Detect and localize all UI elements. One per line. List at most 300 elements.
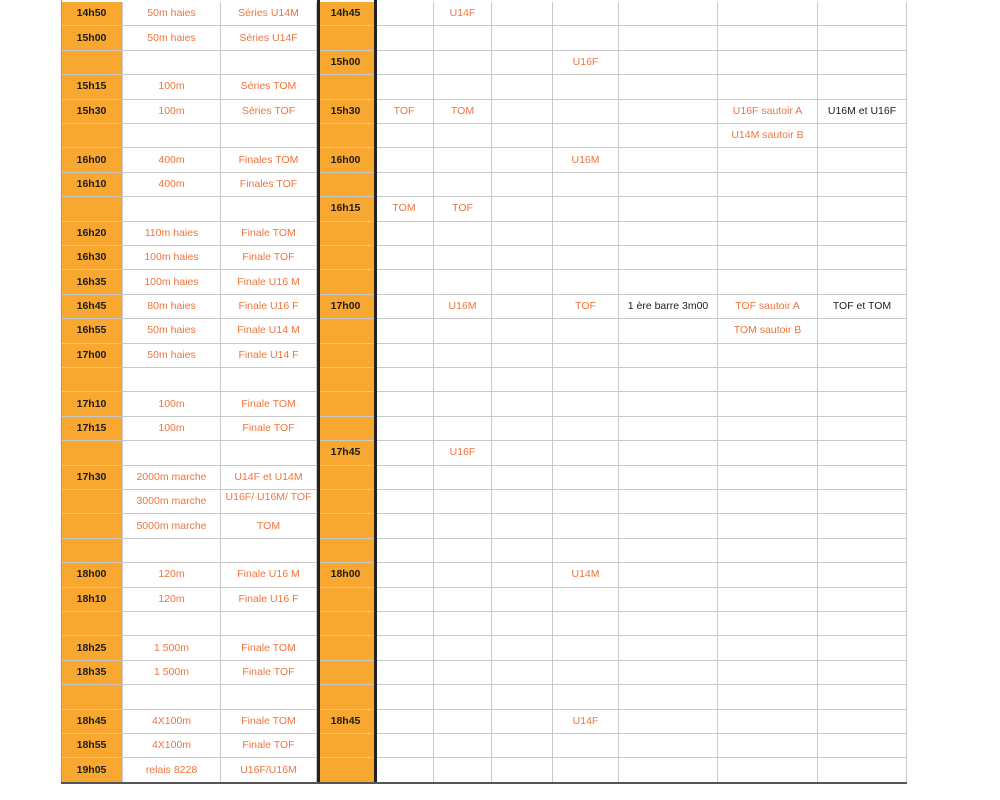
time-cell <box>317 173 375 197</box>
table-row <box>61 612 907 636</box>
time-cell <box>61 514 123 538</box>
table-cell: Finale TOM <box>221 636 317 660</box>
table-cell <box>619 100 718 124</box>
table-cell <box>553 270 619 294</box>
table-cell <box>375 26 434 50</box>
table-cell: 2000m marche <box>123 466 221 490</box>
table-cell <box>553 539 619 563</box>
table-row <box>61 441 907 465</box>
table-cell <box>375 246 434 270</box>
table-cell <box>375 710 434 734</box>
table-cell: U14F <box>434 2 492 26</box>
table-row <box>61 246 907 270</box>
table-cell: U16M <box>434 295 492 319</box>
table-cell <box>818 734 907 758</box>
table-cell <box>818 466 907 490</box>
table-cell: 4X100m <box>123 710 221 734</box>
table-cell <box>434 173 492 197</box>
table-cell <box>123 124 221 148</box>
table-cell <box>619 148 718 172</box>
time-cell <box>317 612 375 636</box>
table-cell <box>619 2 718 26</box>
table-row <box>61 100 907 124</box>
table-cell <box>553 661 619 685</box>
table-cell <box>492 514 553 538</box>
table-cell <box>718 514 818 538</box>
table-cell: U16F/U16M <box>221 758 317 782</box>
table-row <box>61 392 907 416</box>
time-cell: 18h35 <box>61 661 123 685</box>
table-cell <box>492 246 553 270</box>
table-row <box>61 514 907 538</box>
table-cell <box>553 392 619 416</box>
table-cell <box>818 685 907 709</box>
table-cell <box>619 539 718 563</box>
time-cell: 15h00 <box>61 26 123 50</box>
table-cell: 50m haies <box>123 26 221 50</box>
table-row <box>61 26 907 50</box>
table-cell <box>492 710 553 734</box>
table-cell <box>434 319 492 343</box>
table-cell <box>375 734 434 758</box>
time-cell: 16h15 <box>317 197 375 221</box>
table-cell <box>492 441 553 465</box>
table-cell <box>619 588 718 612</box>
table-cell <box>375 392 434 416</box>
table-cell <box>434 222 492 246</box>
time-cell: 16h00 <box>317 148 375 172</box>
table-cell: U14M sautoir B <box>718 124 818 148</box>
table-cell <box>619 246 718 270</box>
time-cell: 16h00 <box>61 148 123 172</box>
table-cell <box>434 758 492 782</box>
table-cell <box>492 295 553 319</box>
table-row <box>61 295 907 319</box>
table-cell <box>718 344 818 368</box>
table-row <box>61 588 907 612</box>
table-cell: U16F <box>553 51 619 75</box>
table-cell <box>718 2 818 26</box>
table-cell <box>718 588 818 612</box>
table-cell <box>619 710 718 734</box>
table-cell <box>553 612 619 636</box>
table-cell: Séries U14F <box>221 26 317 50</box>
table-cell: 120m <box>123 563 221 587</box>
table-cell <box>221 124 317 148</box>
table-row <box>61 368 907 392</box>
table-cell <box>434 661 492 685</box>
time-cell: 15h15 <box>61 75 123 99</box>
table-row <box>61 661 907 685</box>
table-cell: 100m <box>123 100 221 124</box>
table-cell <box>619 26 718 50</box>
table-row <box>61 490 907 514</box>
column-divider <box>374 0 377 784</box>
time-cell: 16h10 <box>61 173 123 197</box>
table-cell <box>375 636 434 660</box>
table-row <box>61 222 907 246</box>
table-cell <box>221 368 317 392</box>
table-cell <box>375 685 434 709</box>
time-cell: 17h45 <box>317 441 375 465</box>
time-cell: 15h30 <box>317 100 375 124</box>
table-cell: Séries TOF <box>221 100 317 124</box>
time-cell: 16h35 <box>61 270 123 294</box>
table-cell <box>492 51 553 75</box>
time-cell: 18h00 <box>317 563 375 587</box>
table-cell <box>434 26 492 50</box>
table-cell: TOF et TOM <box>818 295 907 319</box>
table-cell <box>434 466 492 490</box>
table-cell <box>434 392 492 416</box>
table-cell <box>818 392 907 416</box>
table-cell <box>718 466 818 490</box>
time-cell: 16h20 <box>61 222 123 246</box>
table-cell: 110m haies <box>123 222 221 246</box>
table-cell <box>619 563 718 587</box>
table-cell <box>553 100 619 124</box>
table-cell: TOM <box>221 514 317 538</box>
table-cell <box>375 75 434 99</box>
table-cell <box>718 51 818 75</box>
table-cell <box>619 368 718 392</box>
table-cell <box>492 392 553 416</box>
time-cell: 17h30 <box>61 466 123 490</box>
time-cell <box>61 441 123 465</box>
table-cell <box>818 222 907 246</box>
table-cell <box>718 173 818 197</box>
table-cell: Finale TOF <box>221 417 317 441</box>
table-cell <box>818 75 907 99</box>
time-cell <box>317 685 375 709</box>
table-cell <box>553 124 619 148</box>
table-cell <box>718 661 818 685</box>
table-cell <box>492 270 553 294</box>
table-cell <box>375 466 434 490</box>
table-cell: U16F sautoir A <box>718 100 818 124</box>
table-cell <box>619 514 718 538</box>
table-cell <box>553 636 619 660</box>
table-cell <box>375 295 434 319</box>
table-cell <box>619 75 718 99</box>
time-cell <box>317 75 375 99</box>
table-cell <box>818 368 907 392</box>
table-row <box>61 148 907 172</box>
table-cell: Finale U14 F <box>221 344 317 368</box>
table-cell <box>553 490 619 514</box>
table-row <box>61 466 907 490</box>
table-cell <box>553 26 619 50</box>
table-cell <box>718 270 818 294</box>
table-cell <box>718 734 818 758</box>
table-cell: Séries TOM <box>221 75 317 99</box>
time-cell <box>317 222 375 246</box>
table-row <box>61 319 907 343</box>
table-cell <box>718 685 818 709</box>
time-cell <box>317 758 375 782</box>
time-cell <box>317 588 375 612</box>
table-cell <box>492 148 553 172</box>
table-cell: Séries U14M <box>221 2 317 26</box>
table-cell <box>492 26 553 50</box>
table-cell <box>619 319 718 343</box>
table-cell <box>718 246 818 270</box>
table-cell: Finales TOF <box>221 173 317 197</box>
table-cell <box>434 124 492 148</box>
table-row <box>61 197 907 221</box>
table-cell <box>375 417 434 441</box>
table-row <box>61 734 907 758</box>
table-cell <box>818 124 907 148</box>
table-cell <box>492 539 553 563</box>
table-cell <box>492 344 553 368</box>
table-cell: Finale TOF <box>221 246 317 270</box>
table-cell <box>718 563 818 587</box>
table-cell <box>553 466 619 490</box>
table-cell: Finale U16 M <box>221 270 317 294</box>
table-cell <box>553 319 619 343</box>
table-cell <box>434 417 492 441</box>
table-cell <box>818 173 907 197</box>
table-cell <box>718 758 818 782</box>
table-cell <box>123 197 221 221</box>
table-cell <box>553 588 619 612</box>
table-cell <box>818 758 907 782</box>
table-row <box>61 2 907 26</box>
table-cell <box>492 100 553 124</box>
table-cell <box>375 173 434 197</box>
table-cell: U14F et U14M <box>221 466 317 490</box>
table-cell <box>221 51 317 75</box>
table-cell <box>553 441 619 465</box>
time-cell: 18h25 <box>61 636 123 660</box>
table-row <box>61 75 907 99</box>
time-cell <box>317 514 375 538</box>
table-cell <box>434 539 492 563</box>
table-cell <box>492 2 553 26</box>
table-cell <box>553 368 619 392</box>
table-cell: Finales TOM <box>221 148 317 172</box>
table-cell: 1 500m <box>123 661 221 685</box>
time-cell: 17h10 <box>61 392 123 416</box>
table-cell <box>818 441 907 465</box>
table-cell <box>553 246 619 270</box>
table-cell: Finale U14 M <box>221 319 317 343</box>
table-cell: U14M <box>553 563 619 587</box>
table-cell: 400m <box>123 148 221 172</box>
table-cell <box>221 197 317 221</box>
table-cell <box>818 710 907 734</box>
time-cell: 18h45 <box>61 710 123 734</box>
table-cell <box>492 466 553 490</box>
table-cell <box>375 319 434 343</box>
table-cell <box>818 636 907 660</box>
time-cell <box>317 490 375 514</box>
table-cell: 5000m marche <box>123 514 221 538</box>
table-cell <box>434 490 492 514</box>
time-cell: 16h30 <box>61 246 123 270</box>
time-cell <box>317 392 375 416</box>
time-cell <box>317 124 375 148</box>
table-cell <box>375 563 434 587</box>
table-cell <box>718 197 818 221</box>
table-cell <box>619 392 718 416</box>
table-bottom-edge <box>61 782 907 784</box>
table-cell <box>619 661 718 685</box>
table-cell: 3000m marche <box>123 490 221 514</box>
table-cell <box>718 710 818 734</box>
time-cell: 16h45 <box>61 295 123 319</box>
table-cell: 100m <box>123 417 221 441</box>
table-cell <box>619 441 718 465</box>
table-cell: 80m haies <box>123 295 221 319</box>
table-cell <box>492 563 553 587</box>
table-cell: Finale TOM <box>221 392 317 416</box>
table-cell <box>375 539 434 563</box>
table-cell <box>818 588 907 612</box>
table-cell <box>818 563 907 587</box>
table-row <box>61 636 907 660</box>
table-cell <box>434 368 492 392</box>
table-cell <box>619 222 718 246</box>
table-cell <box>375 368 434 392</box>
table-cell <box>818 319 907 343</box>
table-cell <box>553 734 619 758</box>
table-cell <box>375 612 434 636</box>
table-left-edge <box>61 0 62 784</box>
time-cell: 14h45 <box>317 2 375 26</box>
table-cell <box>221 685 317 709</box>
table-cell: U14F <box>553 710 619 734</box>
table-cell <box>375 758 434 782</box>
time-cell <box>61 51 123 75</box>
table-cell <box>123 368 221 392</box>
table-cell <box>619 270 718 294</box>
table-cell <box>818 344 907 368</box>
time-cell: 18h45 <box>317 710 375 734</box>
table-row <box>61 344 907 368</box>
table-cell <box>718 490 818 514</box>
time-cell <box>317 344 375 368</box>
table-cell <box>123 539 221 563</box>
table-cell <box>434 51 492 75</box>
table-cell <box>619 685 718 709</box>
table-cell <box>492 588 553 612</box>
table-cell <box>619 173 718 197</box>
table-cell <box>818 2 907 26</box>
table-cell: 4X100m <box>123 734 221 758</box>
table-row <box>61 417 907 441</box>
time-cell <box>317 539 375 563</box>
table-row <box>61 758 907 782</box>
table-cell <box>818 148 907 172</box>
time-cell <box>61 685 123 709</box>
table-cell <box>375 51 434 75</box>
table-cell <box>718 75 818 99</box>
table-cell <box>434 75 492 99</box>
table-cell <box>123 441 221 465</box>
time-cell <box>317 661 375 685</box>
table-cell <box>375 344 434 368</box>
table-cell <box>619 734 718 758</box>
table-cell <box>818 197 907 221</box>
table-cell <box>434 612 492 636</box>
table-cell <box>718 392 818 416</box>
table-cell <box>375 222 434 246</box>
table-cell <box>818 539 907 563</box>
table-cell: TOF <box>434 197 492 221</box>
table-cell <box>718 539 818 563</box>
table-cell <box>718 148 818 172</box>
table-cell <box>434 563 492 587</box>
table-cell <box>492 173 553 197</box>
table-cell <box>375 514 434 538</box>
table-cell <box>553 173 619 197</box>
time-cell: 14h50 <box>61 2 123 26</box>
time-cell: 15h00 <box>317 51 375 75</box>
table-cell <box>375 588 434 612</box>
table-cell <box>553 2 619 26</box>
table-cell: 120m <box>123 588 221 612</box>
time-cell <box>317 368 375 392</box>
time-cell <box>317 466 375 490</box>
table-cell <box>718 417 818 441</box>
table-cell <box>619 51 718 75</box>
table-cell: U16M <box>553 148 619 172</box>
table-cell <box>818 661 907 685</box>
table-cell <box>221 441 317 465</box>
table-cell <box>123 685 221 709</box>
table-cell <box>375 148 434 172</box>
table-cell: 100m haies <box>123 270 221 294</box>
time-cell <box>61 368 123 392</box>
table-cell: 100m haies <box>123 246 221 270</box>
table-cell: Finale U16 M <box>221 563 317 587</box>
table-cell: 1 ère barre 3m00 <box>619 295 718 319</box>
table-cell: U16F/ U16M/ TOF <box>221 490 317 514</box>
time-cell <box>61 124 123 148</box>
time-cell <box>317 319 375 343</box>
time-cell <box>317 26 375 50</box>
table-cell <box>718 368 818 392</box>
table-cell <box>375 124 434 148</box>
time-cell <box>61 539 123 563</box>
table-cell: TOF sautoir A <box>718 295 818 319</box>
table-cell: 50m haies <box>123 2 221 26</box>
table-cell <box>434 148 492 172</box>
table-cell <box>492 636 553 660</box>
table-cell <box>553 685 619 709</box>
column-divider <box>317 0 320 784</box>
table-cell <box>553 758 619 782</box>
time-cell <box>317 246 375 270</box>
time-cell <box>317 417 375 441</box>
table-cell <box>818 612 907 636</box>
table-cell <box>818 490 907 514</box>
table-cell <box>492 734 553 758</box>
table-cell: 50m haies <box>123 344 221 368</box>
table-cell: 100m <box>123 392 221 416</box>
time-cell <box>61 612 123 636</box>
table-cell: Finale TOF <box>221 661 317 685</box>
table-cell <box>492 197 553 221</box>
time-cell <box>61 197 123 221</box>
table-cell: U16M et U16F <box>818 100 907 124</box>
table-cell <box>123 612 221 636</box>
table-row <box>61 51 907 75</box>
table-cell <box>553 222 619 246</box>
table-cell <box>818 514 907 538</box>
